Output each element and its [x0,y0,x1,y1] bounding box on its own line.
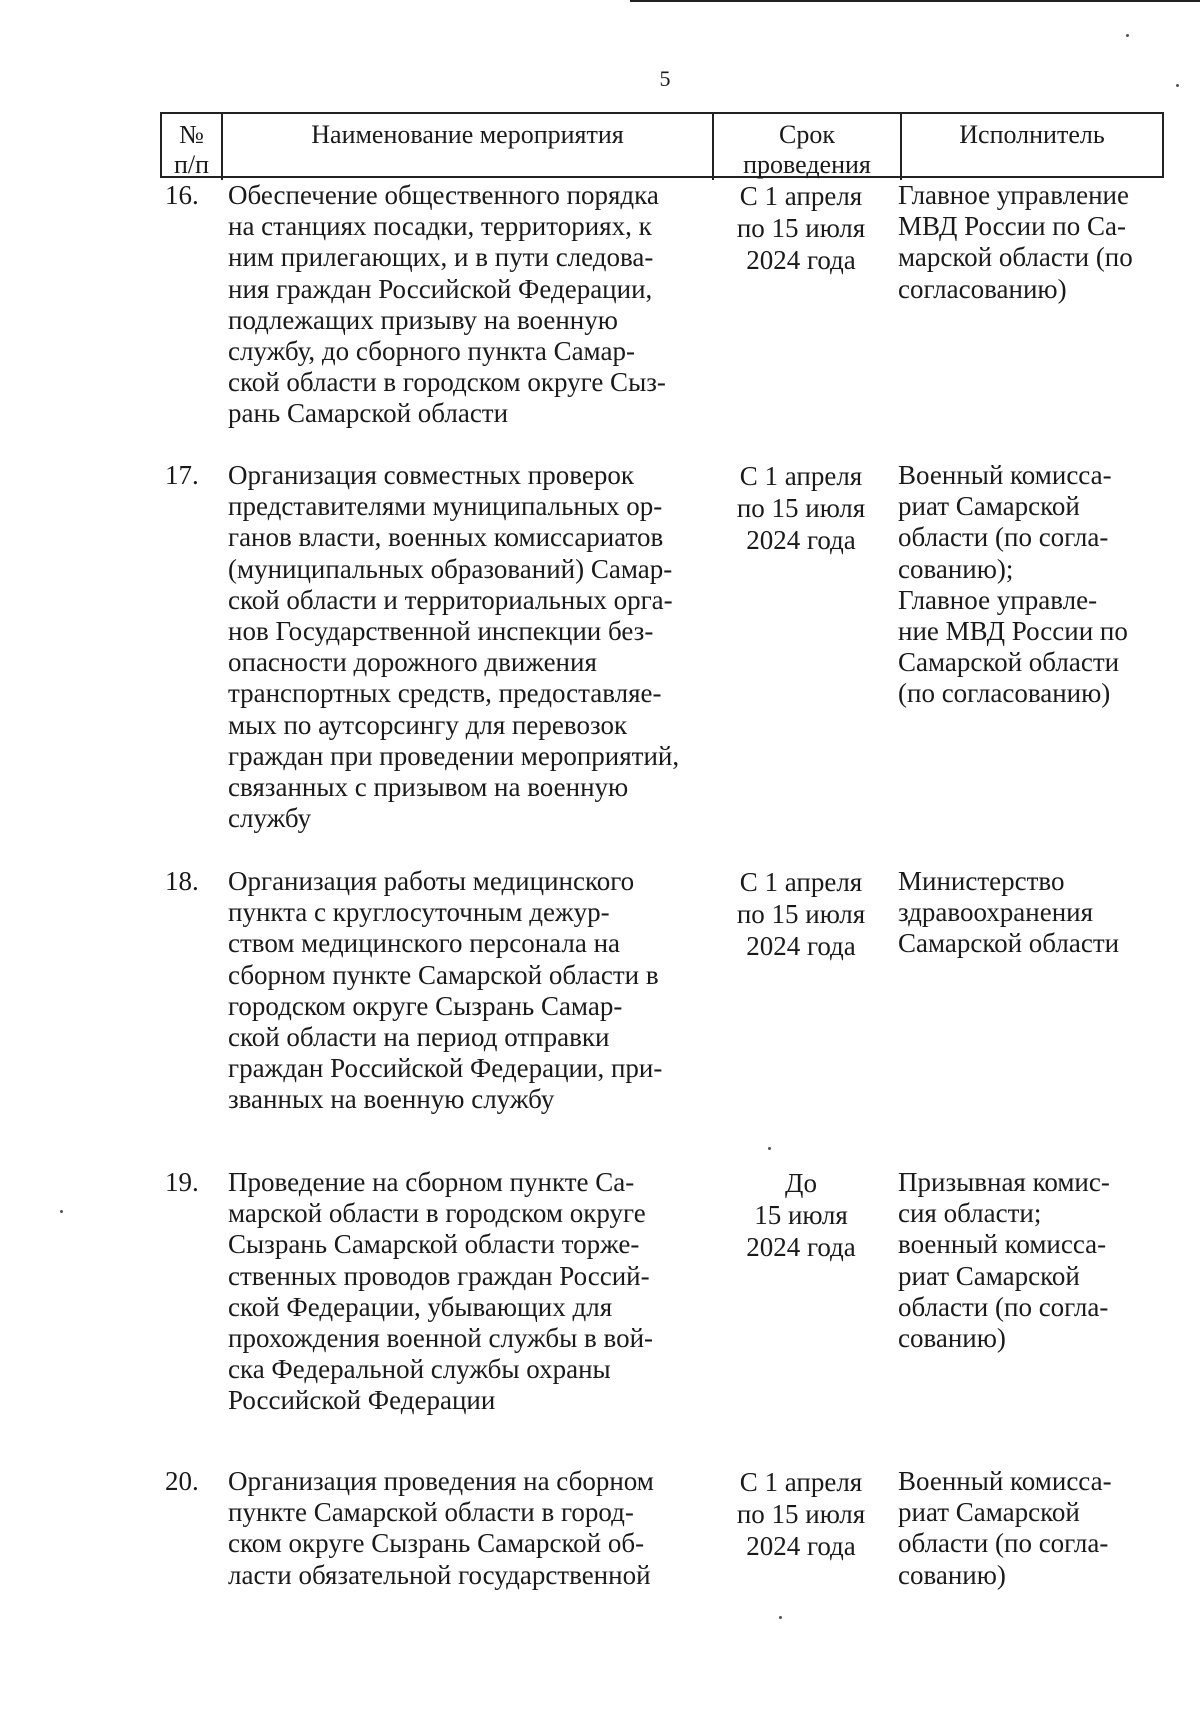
scan-speck [1126,34,1129,37]
row-number: 20. [165,1466,199,1496]
header-executor [902,114,1162,180]
header-term [714,114,902,180]
scan-speck [768,1147,771,1150]
row-number: 16. [165,180,199,210]
event-name: Организация проведения на сборном пункте Самарской области в город- ском округе Сызрань Самарской об- ласти обязательной государственной [228,1466,654,1590]
event-executor: Главное управление МВД России по Са- марской области (по согласованию) [898,180,1133,304]
header-term-text: Срок проведения [743,120,871,179]
event-executor: Министерство здравоохранения Самарской области [898,866,1120,959]
row-number: 17. [165,460,199,490]
event-executor: Призывная комис- сия области; военный комисса- риат Самарской области (по согла- сованию) [898,1167,1110,1354]
top-rule [630,0,1200,2]
event-term: С 1 апреля по 15 июля 2024 года [736,867,866,961]
header-name-text: Наименование мероприятия [311,120,624,149]
event-name: Организация работы медицинского пункта с круглосуточным дежур- ством медицинского персонала на сборном пункте Самарской области в городском округе Сызрань Самар- ской области на период отправки граждан Российской Федерации, при- званных на военную службу [228,866,663,1115]
event-name: Организация совместных проверок представителями муниципальных ор- ганов власти, военных комиссариатов (муниципальных образований) Самар- ской области и территориальных орга- нов Государственной инспекции без- опасности дорожного движения транспортных средств, предоставляе- мых по аутсорсингу для перевозок граждан при проведении мероприятий, связанных с призывом на военную службу [228,460,680,834]
event-term: С 1 апреля по 15 июля 2024 года [736,461,866,555]
event-name: Проведение на сборном пункте Са- марской области в городском округе Сызрань Самарской области торже- ственных проводов граждан Россий- ской Федерации, убывающих для прохождения военной службы в вой- ска Федеральной службы охраны Российской Федерации [228,1167,654,1416]
scan-speck [779,1616,782,1619]
event-term: До 15 июля 2024 года [746,1168,856,1262]
row-number: 19. [165,1167,199,1197]
table-header [160,112,1164,178]
event-term: С 1 апреля по 15 июля 2024 года [736,181,866,275]
page-number: 5 [659,66,671,91]
scan-speck [60,1210,63,1213]
row-number: 18. [165,866,199,896]
header-executor-text: Исполнитель [959,120,1105,149]
header-name [223,114,714,180]
event-executor: Военный комисса- риат Самарской области (по согла- сованию); Главное управле- ние МВД России по Самарской области (по согласованию) [898,460,1128,709]
header-num-text: № п/п [173,120,210,179]
event-executor: Военный комисса- риат Самарской области (по согла- сованию) [898,1466,1112,1590]
event-term: С 1 апреля по 15 июля 2024 года [736,1467,866,1561]
scan-speck [1176,84,1179,87]
event-name: Обеспечение общественного порядка на станциях посадки, территориях, к ним прилегающих, и в пути следова- ния граждан Российской Федерации, подлежащих призыву на военную службу, до сборного пункта Самар- ской области в городском округе Сыз- рань Самарской области [228,180,666,429]
header-num [162,114,223,180]
